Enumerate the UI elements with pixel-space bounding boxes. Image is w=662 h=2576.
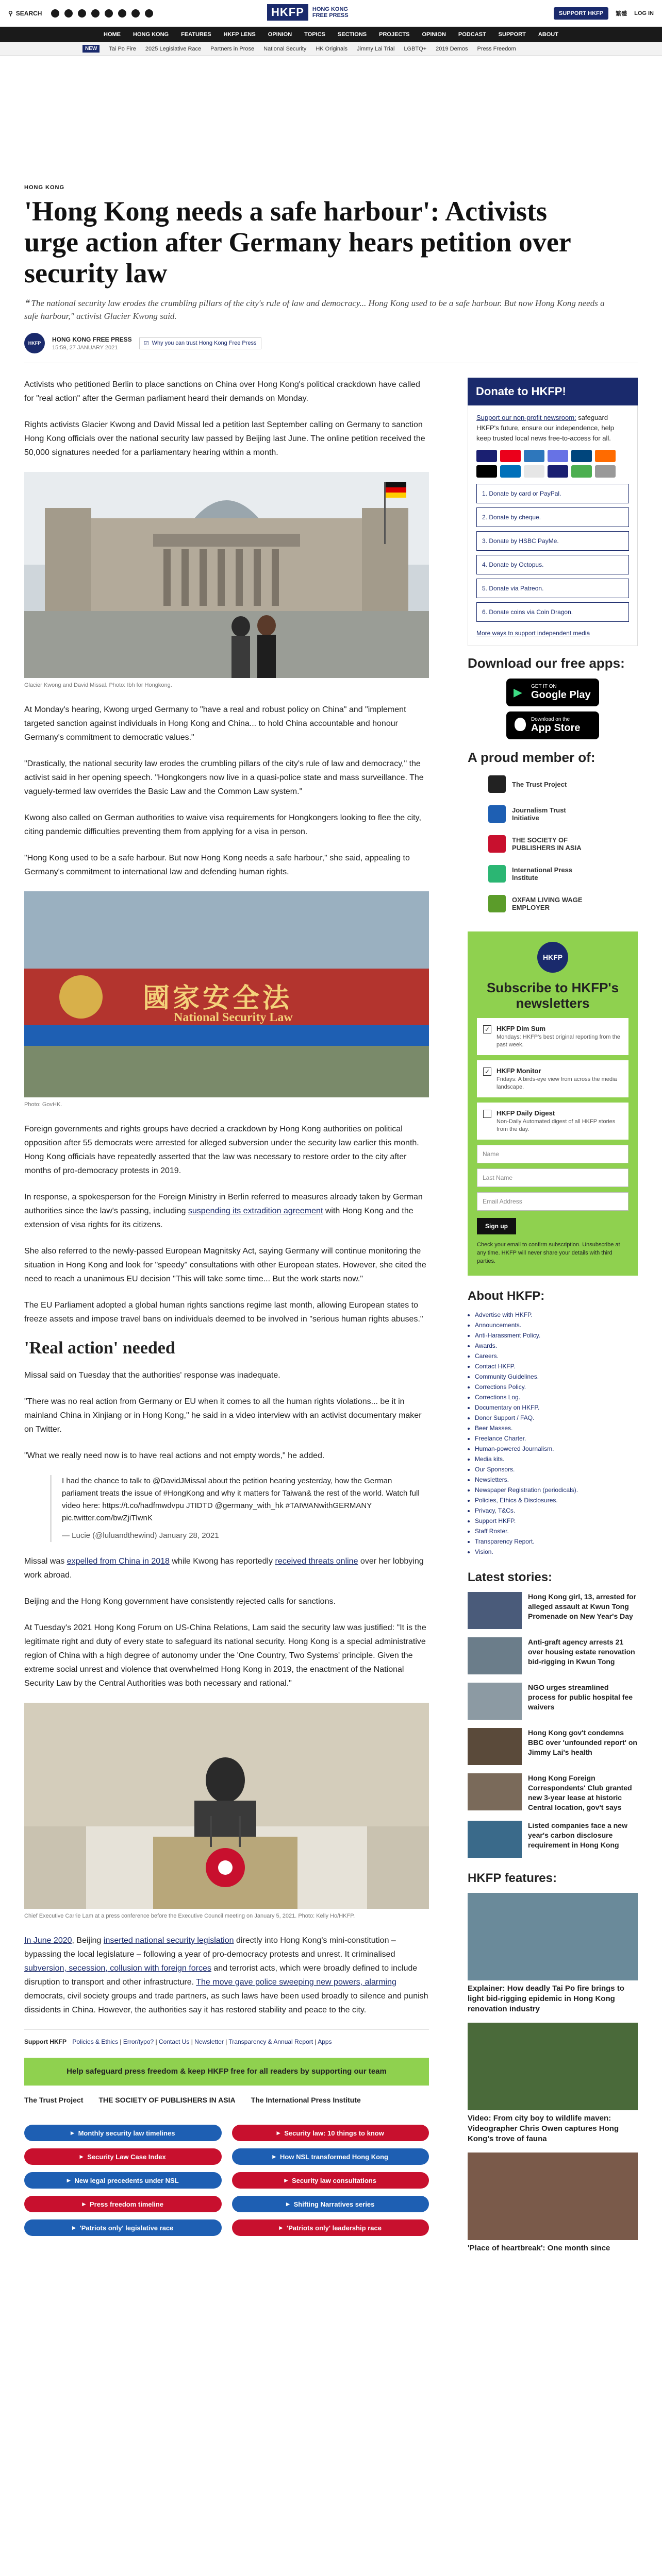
payment-logo bbox=[476, 465, 497, 478]
arrow-icon: ▸ bbox=[276, 2129, 280, 2137]
pill-label: Security Law Case Index bbox=[87, 2153, 166, 2161]
more-ways-link[interactable]: More ways to support independent media bbox=[476, 630, 590, 637]
about-link[interactable]: • Advertise with HKFP. bbox=[475, 1310, 638, 1320]
story-title[interactable]: Hong Kong Foreign Correspondents' Club granted new 3-year lease at historic Central location, gov't says bbox=[528, 1774, 632, 1811]
arrow-icon: ▸ bbox=[82, 2200, 86, 2208]
latest-story[interactable] bbox=[468, 1592, 638, 1629]
publish-date: 15:59, 27 JANUARY 2021 bbox=[52, 344, 118, 351]
top-right bbox=[554, 7, 654, 20]
feature-stories bbox=[468, 1893, 638, 2253]
feature-thumbnail[interactable] bbox=[468, 2153, 638, 2240]
support-links bbox=[24, 2029, 429, 2045]
paragraph: Kwong also called on German authorities to waive visa requirements for Hongkongers looking to flee the city, citing pandemic difficulties preventing them from applying for a visa in person. bbox=[24, 814, 421, 836]
donate-option[interactable]: 4. Donate by Octopus. bbox=[476, 555, 629, 574]
feature-thumbnail[interactable] bbox=[468, 1893, 638, 1980]
topic-pill[interactable] bbox=[24, 2125, 222, 2141]
story-title[interactable]: Anti-graft agency arrests 21 over housing estate renovation bid-rigging in Kwun Tong bbox=[528, 1638, 635, 1666]
topic-pill[interactable] bbox=[24, 2196, 222, 2212]
payment-logo bbox=[571, 450, 592, 462]
story-thumbnail[interactable] bbox=[468, 1592, 522, 1629]
newsletter-text bbox=[496, 1066, 622, 1091]
pill-label: 'Patriots only' leadership race bbox=[287, 2224, 382, 2232]
author-avatar[interactable]: HKFP bbox=[24, 333, 45, 353]
about-link[interactable]: • Policies, Ethics & Disclosures. bbox=[475, 1495, 638, 1505]
app-store-big: App Store bbox=[531, 722, 581, 734]
member-mark bbox=[488, 895, 506, 912]
about-link[interactable]: • Contact HKFP. bbox=[475, 1361, 638, 1371]
subnav-item[interactable]: National Security bbox=[263, 45, 307, 52]
trust-link-label: Why you can trust Hong Kong Free Press bbox=[152, 340, 257, 346]
newsletter-name: HKFP Daily Digest bbox=[496, 1109, 555, 1117]
footer-link[interactable]: Contact Us bbox=[159, 2038, 190, 2045]
apps-title: Download our free apps: bbox=[468, 655, 625, 671]
latest-story[interactable] bbox=[468, 1637, 638, 1674]
payment-logo bbox=[524, 450, 544, 462]
logo-mark: HKFP bbox=[267, 4, 308, 21]
last-name-input[interactable]: Last Name bbox=[477, 1168, 628, 1187]
about-link[interactable]: • Announcements. bbox=[475, 1320, 638, 1330]
text: In response, a spokesperson for the Foreign Ministry in Berlin referred to measures already taken by German authorities since the law's passing, including bbox=[24, 1193, 423, 1215]
member-logo[interactable] bbox=[468, 832, 638, 856]
legislation-link[interactable]: inserted national security legislation bbox=[103, 1936, 234, 1945]
about-link[interactable]: • Freelance Charter. bbox=[475, 1433, 638, 1444]
google-play-button[interactable] bbox=[506, 679, 599, 706]
newsletter-text bbox=[496, 1024, 622, 1049]
topic-pill[interactable] bbox=[232, 2219, 429, 2236]
about-link[interactable]: • Our Sponsors. bbox=[475, 1464, 638, 1475]
paragraph: "What we really need now is to have real actions and not empty words," he added. bbox=[24, 1451, 325, 1460]
paragraph: "There was no real action from Germany or EU when it comes to all the human rights violations... be it in mainland China in Xinjiang or in Hong Kong," he said in a video interview with an activist documentary maker on Twitter. bbox=[24, 1397, 422, 1434]
latest-story[interactable] bbox=[468, 1773, 638, 1812]
app-store-small: Download on the bbox=[531, 717, 570, 722]
payment-logo bbox=[500, 450, 521, 462]
paragraph: "Drastically, the national security law erodes the crumbling pillars of the city's rule of law and democracy," the activist said in her opening speech. "Hongkongers now live in a quasi-police state and mass surveillance. The vaguely-termed law overrides the Basic Law and the Common Law system." bbox=[24, 759, 424, 796]
about-link[interactable]: • Anti-Harassment Policy. bbox=[475, 1330, 638, 1341]
pill-label: New legal precedents under NSL bbox=[74, 2176, 179, 2184]
paragraph bbox=[24, 1554, 429, 1582]
arrow-icon: ▸ bbox=[284, 2176, 288, 2184]
photo-security-law-banner bbox=[24, 891, 429, 1097]
sub-nav bbox=[0, 42, 662, 56]
trust-link[interactable] bbox=[139, 337, 261, 349]
banner-text-en: National Security Law bbox=[174, 1011, 293, 1024]
member-logo[interactable] bbox=[468, 802, 638, 826]
support-button[interactable]: SUPPORT HKFP bbox=[554, 7, 608, 20]
logo-line2: FREE PRESS bbox=[312, 12, 349, 19]
story-thumbnail[interactable] bbox=[468, 1683, 522, 1720]
paragraph: She also referred to the newly-passed European Magnitsky Act, saying Germany will continue monitoring the situation in Hong Kong and look for "speedy" consultations with other European states. However, she cited the need to reach a unanimous EU decision "This will take some time... But the work starts now." bbox=[24, 1247, 426, 1283]
topic-pill[interactable] bbox=[232, 2125, 429, 2141]
paragraph: Rights activists Glacier Kwong and David Missal led a petition last September calling on Germany to sanction Hong Kong officials over the national security law passed by Beijing last June. The online petition received the 50,000 signatures needed for a parliamentary hearing within a month. bbox=[24, 420, 425, 457]
nav-item[interactable]: ABOUT bbox=[538, 31, 558, 38]
facebook-icon[interactable] bbox=[51, 9, 59, 18]
logo-line1: HONG KONG bbox=[312, 6, 348, 12]
separator: | bbox=[313, 2038, 318, 2045]
member-logo[interactable] bbox=[468, 772, 638, 796]
latest-title: Latest stories: bbox=[468, 1570, 553, 1584]
extradition-link[interactable]: suspending its extradition agreement bbox=[188, 1207, 323, 1215]
x-icon[interactable] bbox=[64, 9, 73, 18]
donate-option[interactable]: 2. Donate by cheque. bbox=[476, 507, 629, 527]
language-toggle[interactable]: 繁體 bbox=[616, 11, 627, 17]
instagram-icon[interactable] bbox=[78, 9, 86, 18]
donate-intro bbox=[476, 413, 629, 444]
separator: | bbox=[154, 2038, 159, 2045]
paragraph: "Hong Kong used to be a safe harbour. But now Hong Kong needs a safe harbour," she said, appealing to Germany's commitment to international law and defending human rights. bbox=[24, 854, 410, 876]
newsletter-option[interactable] bbox=[477, 1060, 628, 1097]
separator: | bbox=[223, 2038, 229, 2045]
newsletter-text bbox=[496, 1109, 622, 1133]
member-label: The Trust Project bbox=[512, 780, 567, 788]
member-list bbox=[468, 772, 638, 916]
pill-label: How NSL transformed Hong Kong bbox=[280, 2153, 388, 2161]
donate-option[interactable]: 6. Donate coins via Coin Dragon. bbox=[476, 602, 629, 622]
footer-link[interactable]: Apps bbox=[318, 2038, 332, 2045]
pill-label: Press freedom timeline bbox=[89, 2200, 164, 2208]
about-link[interactable]: • Support HKFP. bbox=[475, 1516, 638, 1526]
feature-title[interactable]: 'Place of heartbreak': One month since bbox=[468, 2244, 610, 2252]
member-label: Journalism Trust Initiative bbox=[512, 806, 566, 822]
byline bbox=[24, 333, 638, 363]
payment-logos bbox=[476, 450, 629, 478]
nav-item[interactable]: SECTIONS bbox=[337, 31, 367, 38]
feature-story[interactable] bbox=[468, 2153, 638, 2253]
donate-option[interactable]: 3. Donate by HSBC PayMe. bbox=[476, 531, 629, 551]
newsletter-note: Check your email to confirm subscription. Unsubscribe at any time. HKFP will never share your details with third parties. bbox=[477, 1242, 620, 1264]
logo-text bbox=[312, 6, 349, 19]
about-link[interactable]: • Corrections Policy. bbox=[475, 1382, 638, 1392]
about-link[interactable]: • Transparency Report. bbox=[475, 1536, 638, 1547]
donate-option[interactable]: 1. Donate by card or PayPal. bbox=[476, 484, 629, 503]
google-play-small: GET IT ON bbox=[531, 684, 557, 689]
about-link[interactable]: • Human-powered Journalism. bbox=[475, 1444, 638, 1454]
checkbox[interactable] bbox=[483, 1110, 491, 1118]
site-logo[interactable] bbox=[267, 4, 349, 21]
footer-link[interactable]: Policies & Ethics bbox=[72, 2038, 119, 2045]
story-thumbnail[interactable] bbox=[468, 1637, 522, 1674]
photo-caption: Chief Executive Carrie Lam at a press conference before the Executive Council meeting on January 5, 2021. Photo: Kelly Ho/HKFP. bbox=[24, 1913, 355, 1919]
text: , Beijing bbox=[72, 1936, 104, 1945]
paragraph: At Tuesday's 2021 Hong Kong Forum on US-China Relations, Lam said the security law was justified: "It is the legitimate right and duty of every state to safeguard its national security. Hong Kong is a special administrative region of China with a high degree of autonomy under the 'One Country, Two Systems' principle. Given the extreme social unrest and violence that overwhelmed Hong Kong in 2019, the enactment of the National Security Law by the Central Authorities was both necessary and rational." bbox=[24, 1623, 426, 1688]
partner-logo[interactable]: The International Press Institute bbox=[251, 2096, 361, 2104]
member-mark bbox=[488, 865, 506, 883]
payment-logo bbox=[595, 450, 616, 462]
feature-title[interactable]: Video: From city boy to wildlife maven: Videographer Chris Owen captures Hong Kong's trove of fauna bbox=[468, 2114, 619, 2143]
latest-story[interactable] bbox=[468, 1728, 638, 1765]
newsletter-name: HKFP Monitor bbox=[496, 1067, 541, 1075]
app-store-button[interactable] bbox=[506, 711, 599, 739]
about-link[interactable]: • Vision. bbox=[475, 1547, 638, 1557]
arrow-icon: ▸ bbox=[272, 2153, 276, 2160]
checkbox[interactable]: ✓ bbox=[483, 1067, 491, 1076]
headline: 'Hong Kong needs a safe harbour': Activists urge action after Germany hears petition over security law bbox=[24, 196, 571, 289]
pill-label: Shifting Narratives series bbox=[293, 2200, 375, 2208]
search-icon: ⚲ bbox=[8, 9, 13, 17]
member-logo[interactable] bbox=[468, 891, 638, 916]
arrow-icon: ▸ bbox=[71, 2129, 74, 2137]
main-nav bbox=[0, 27, 662, 42]
photo-caption: Glacier Kwong and David Missal. Photo: Ibh for Hongkong. bbox=[24, 682, 172, 688]
about-link[interactable]: • Careers. bbox=[475, 1351, 638, 1361]
signup-button[interactable]: Sign up bbox=[477, 1218, 516, 1234]
footer-link[interactable]: Error/typo? bbox=[123, 2038, 154, 2045]
text: with Hong Kong and the extension of visa rights for its citizens. bbox=[24, 1207, 413, 1229]
telegram-icon[interactable] bbox=[131, 9, 140, 18]
about-link[interactable]: • Beer Masses. bbox=[475, 1423, 638, 1433]
subnav-item[interactable]: Tai Po Fire bbox=[109, 45, 136, 52]
donate-intro-text: safeguard HKFP's future, ensure our independence, help keep trusted local news free-to-access for all. bbox=[476, 414, 614, 442]
subnav-item[interactable]: 2019 Demos bbox=[436, 45, 468, 52]
threads-icon[interactable] bbox=[118, 9, 126, 18]
feature-story[interactable] bbox=[468, 1893, 638, 2014]
banner-text-cn: 國家安全法 bbox=[143, 983, 293, 1014]
about-link[interactable]: • Newsletters. bbox=[475, 1475, 638, 1485]
paragraph: Foreign governments and rights groups have decried a crackdown by Hong Kong authorities on political opposition after 55 democrats were arrested for alleged subversion under the security law earlier this month. Hong Kong officials have repeatedly asserted that the law was necessary to restore order to the city after months of pro-democracy protests in 2019. bbox=[24, 1125, 419, 1175]
about-link[interactable]: • Media kits. bbox=[475, 1454, 638, 1464]
text: Missal was bbox=[24, 1557, 67, 1566]
subnav-item[interactable]: LGBTQ+ bbox=[404, 45, 427, 52]
nav-item[interactable]: TOPICS bbox=[304, 31, 325, 38]
latest-story[interactable] bbox=[468, 1821, 638, 1858]
feature-story[interactable] bbox=[468, 2023, 638, 2144]
about-link[interactable]: • Community Guidelines. bbox=[475, 1371, 638, 1382]
about-link[interactable]: • Documentary on HKFP. bbox=[475, 1402, 638, 1413]
login-link[interactable]: LOG IN bbox=[634, 10, 654, 16]
newsletter-desc: Non-Daily Automated digest of all HKFP stories from the day. bbox=[496, 1118, 616, 1132]
photo-carrie-lam bbox=[24, 1703, 429, 1909]
paragraph: Beijing and the Hong Kong government have consistently rejected calls for sanctions. bbox=[24, 1597, 336, 1606]
linkedin-icon[interactable] bbox=[105, 9, 113, 18]
arrow-icon: ▸ bbox=[72, 2224, 76, 2231]
tweet-text: I had the chance to talk to @DavidJMissal about the petition hearing yesterday, how the German parliament treats the issue of #HongKong and why it matters for Taiwan& the rest of the world. Watch full video here: https://t.co/hadfmwdvpu JTIDTD @germany_with_hk #TAIWANwithGERMANY pic.twitter.com/bwZjiTlwnK bbox=[62, 1477, 420, 1522]
nav-item[interactable]: PODCAST bbox=[458, 31, 486, 38]
member-label: THE SOCIETY OF PUBLISHERS IN ASIA bbox=[512, 836, 582, 852]
text: while Kwong has reportedly bbox=[169, 1557, 275, 1566]
partner-logo[interactable]: The Trust Project bbox=[24, 2096, 84, 2104]
story-title[interactable]: Listed companies face a new year's carbon disclosure requirement in Hong Kong bbox=[528, 1821, 627, 1849]
subnav-item[interactable]: Press Freedom bbox=[477, 45, 516, 52]
latest-story[interactable] bbox=[468, 1683, 638, 1720]
about-link[interactable]: • Corrections Log. bbox=[475, 1392, 638, 1402]
reichstag-illustration bbox=[24, 472, 429, 678]
subversion-link[interactable]: subversion, secession, collusion with foreign forces bbox=[24, 1964, 211, 1973]
features-title: HKFP features: bbox=[468, 1871, 557, 1885]
paragraph bbox=[24, 1934, 429, 2017]
expelled-link[interactable]: expelled from China in 2018 bbox=[67, 1557, 170, 1566]
story-thumbnail[interactable] bbox=[468, 1821, 522, 1858]
donate-option[interactable]: 5. Donate via Patreon. bbox=[476, 579, 629, 598]
paragraph: The EU Parliament adopted a global human rights sanctions regime last month, allowing European states to freeze assets and impose travel bans on individuals deemed to be involved in "serious human rights abuses." bbox=[24, 1301, 423, 1324]
nav-item[interactable]: OPINION bbox=[268, 31, 292, 38]
about-list bbox=[468, 1310, 638, 1557]
partner-logo[interactable]: THE SOCIETY OF PUBLISHERS IN ASIA bbox=[98, 2096, 236, 2104]
text: and terrorist acts, which were broadly defined to include disruption to transport and other infrastructure. bbox=[24, 1964, 418, 1987]
trust-icon: ☑ bbox=[143, 340, 149, 347]
topic-pill[interactable] bbox=[232, 2196, 429, 2212]
apple-icon bbox=[515, 718, 526, 731]
newsletter-desc: Mondays: HKFP's best original reporting from the past week. bbox=[496, 1034, 620, 1048]
nav-item[interactable]: SUPPORT bbox=[498, 31, 526, 38]
new-badge: NEW bbox=[82, 45, 100, 53]
about-link[interactable]: • Awards. bbox=[475, 1341, 638, 1351]
story-title[interactable]: Hong Kong girl, 13, arrested for alleged assault at Kwun Tong Promenade on New Year's Day bbox=[528, 1592, 637, 1620]
text: over her lobbying work abroad. bbox=[24, 1557, 424, 1580]
member-logo[interactable] bbox=[468, 861, 638, 886]
feature-title[interactable]: Explainer: How deadly Tai Po fire brings to light bid-rigging epidemic in Hong Kong renovation industry bbox=[468, 1984, 624, 2013]
checkbox[interactable]: ✓ bbox=[483, 1025, 491, 1033]
subnav-item[interactable]: HK Originals bbox=[316, 45, 348, 52]
rss-icon[interactable] bbox=[145, 9, 153, 18]
youtube-icon[interactable] bbox=[91, 9, 100, 18]
sidebar bbox=[468, 378, 638, 2262]
arrow-icon: ▸ bbox=[79, 2153, 84, 2160]
paragraph: Activists who petitioned Berlin to place sanctions on China over Hong Kong's political crackdown have called for "real action" after the German parliament heard their demands on Monday. bbox=[24, 380, 420, 403]
topic-pill[interactable] bbox=[232, 2148, 429, 2165]
press-conference-illustration bbox=[24, 1703, 429, 1909]
donate-intro-link[interactable]: Support our non-profit newsroom: bbox=[476, 414, 576, 421]
support-links-title[interactable]: Support HKFP bbox=[24, 2038, 67, 2045]
newsletter-title: Subscribe to HKFP's newsletters bbox=[486, 980, 619, 1011]
embedded-tweet[interactable] bbox=[50, 1475, 429, 1542]
photo-reichstag bbox=[24, 472, 429, 678]
google-play-icon: ▶ bbox=[514, 686, 522, 699]
google-play-big: Google Play bbox=[531, 689, 591, 701]
paragraph: Missal said on Tuesday that the authorities' response was inadequate. bbox=[24, 1371, 280, 1380]
donate-title: Donate to HKFP! bbox=[468, 378, 638, 405]
search-label: SEARCH bbox=[15, 9, 42, 17]
newsletter-option[interactable] bbox=[477, 1018, 628, 1055]
topic-pill[interactable] bbox=[24, 2148, 222, 2165]
member-label: International Press Institute bbox=[512, 866, 573, 882]
member-label: OXFAM LIVING WAGE EMPLOYER bbox=[512, 896, 583, 911]
payment-logo bbox=[595, 465, 616, 478]
separator: | bbox=[189, 2038, 195, 2045]
powers-link[interactable]: The move gave police sweeping new powers, alarming bbox=[196, 1978, 396, 1987]
quote-icon: ❝ bbox=[24, 298, 31, 308]
topic-pills bbox=[24, 2125, 429, 2236]
summary-text: The national security law erodes the crumbling pillars of the city's rule of law and democracy... Hong Kong used to be a safe harbour. But now Hong Kong needs a safe harbour," activist Glacier Kwong said. bbox=[24, 298, 605, 321]
about-link[interactable]: • Newspaper Registration (periodicals). bbox=[475, 1485, 638, 1495]
donate-box bbox=[468, 405, 638, 646]
topic-pill[interactable] bbox=[24, 2172, 222, 2189]
newsletter-options bbox=[477, 1018, 628, 1140]
feature-thumbnail[interactable] bbox=[468, 2023, 638, 2110]
top-bar bbox=[0, 0, 662, 27]
subnav-item[interactable]: 2025 Legislative Race bbox=[145, 45, 202, 52]
subnav-item[interactable]: Partners in Prose bbox=[210, 45, 255, 52]
footer-link[interactable]: Newsletter bbox=[194, 2038, 224, 2045]
payment-logo bbox=[571, 465, 592, 478]
topic-pill[interactable] bbox=[24, 2219, 222, 2236]
member-mark bbox=[488, 805, 506, 823]
newsletter-desc: Fridays: A birds-eye view from across the media landscape. bbox=[496, 1076, 617, 1090]
story-title[interactable]: Hong Kong gov't condemns BBC over 'unfounded report' on Jimmy Lai's health bbox=[528, 1728, 637, 1756]
payment-logo bbox=[524, 465, 544, 478]
nav-item[interactable]: FEATURES bbox=[181, 31, 211, 38]
newsletter-logo: HKFP bbox=[537, 942, 568, 973]
topic-pill[interactable] bbox=[232, 2172, 429, 2189]
support-banner[interactable]: Help safeguard press freedom & keep HKFP free for all readers by supporting our team bbox=[24, 2058, 429, 2086]
section-tag[interactable]: HONG KONG bbox=[24, 184, 65, 191]
story-thumbnail[interactable] bbox=[468, 1728, 522, 1765]
latest-stories bbox=[468, 1592, 638, 1858]
about-link[interactable]: • Staff Roster. bbox=[475, 1526, 638, 1536]
text: democrats, civil society groups and trade partners, as such laws have been used broadly to silence and punish dissidents in China. However, the authorities say it has restored stability and peace to the city. bbox=[24, 1992, 428, 2014]
pill-label: Security law consultations bbox=[292, 2176, 377, 2184]
arrow-icon: ▸ bbox=[279, 2224, 283, 2231]
social-icons bbox=[51, 9, 153, 18]
pill-label: Monthly security law timelines bbox=[78, 2129, 175, 2137]
nav-item[interactable]: HONG KONG bbox=[133, 31, 169, 38]
newsletter-box bbox=[468, 931, 638, 1276]
search-button[interactable] bbox=[8, 10, 42, 17]
about-link[interactable]: • Donor Support / FAQ. bbox=[475, 1413, 638, 1423]
email-input[interactable]: Email Address bbox=[477, 1192, 628, 1211]
june-link[interactable]: In June 2020 bbox=[24, 1936, 72, 1945]
donate-options bbox=[476, 484, 629, 622]
name-input[interactable]: Name bbox=[477, 1145, 628, 1163]
article-summary bbox=[24, 297, 617, 323]
about-link[interactable]: • Privacy, T&Cs. bbox=[475, 1505, 638, 1516]
about-title: About HKFP: bbox=[468, 1289, 545, 1303]
partner-logos bbox=[24, 2096, 429, 2114]
member-title: A proud member of: bbox=[468, 750, 595, 765]
nav-item[interactable]: HKFP LENS bbox=[223, 31, 256, 38]
member-mark bbox=[488, 835, 506, 853]
payment-logo bbox=[476, 450, 497, 462]
separator: | bbox=[118, 2038, 123, 2045]
newsletter-option[interactable] bbox=[477, 1103, 628, 1140]
newsletter-name: HKFP Dim Sum bbox=[496, 1025, 546, 1032]
nav-item[interactable]: PROJECTS bbox=[379, 31, 410, 38]
paragraph: At Monday's hearing, Kwong urged Germany to "have a real and robust policy on China" and "implement targeted sanction against individuals in Hong Kong and China... to hold China accountable and honour Germany's commitment to democratic values." bbox=[24, 705, 406, 742]
pill-label: 'Patriots only' legislative race bbox=[79, 2224, 174, 2232]
pill-label: Security law: 10 things to know bbox=[284, 2129, 384, 2137]
arrow-icon: ▸ bbox=[67, 2176, 71, 2184]
arrow-icon: ▸ bbox=[286, 2200, 290, 2208]
text: directly into Hong Kong's mini-constitution – bypassing the local legislature – following a year of pro-democracy protests and unrest. It criminalised bbox=[24, 1936, 396, 1959]
article-body bbox=[24, 378, 429, 2262]
story-thumbnail[interactable] bbox=[468, 1773, 522, 1810]
nav-item[interactable]: HOME bbox=[104, 31, 121, 38]
tweet-handle[interactable]: — Lucie (@luluandthewind) January 28, 2021 bbox=[62, 1531, 219, 1540]
footer-link[interactable]: Transparency & Annual Report bbox=[228, 2038, 313, 2045]
payment-logo bbox=[548, 450, 568, 462]
story-title[interactable]: NGO urges streamlined process for public hospital fee waivers bbox=[528, 1683, 633, 1711]
subnav-item[interactable]: Jimmy Lai Trial bbox=[357, 45, 395, 52]
payment-logo bbox=[548, 465, 568, 478]
photo-caption: Photo: GovHK. bbox=[24, 1101, 62, 1108]
nav-item[interactable]: OPINION bbox=[422, 31, 446, 38]
threats-link[interactable]: received threats online bbox=[275, 1557, 358, 1566]
author-name[interactable]: HONG KONG FREE PRESS bbox=[52, 335, 132, 343]
paragraph bbox=[24, 1190, 429, 1232]
payment-logo bbox=[500, 465, 521, 478]
member-mark bbox=[488, 775, 506, 793]
subheading: 'Real action' needed bbox=[24, 1338, 175, 1358]
